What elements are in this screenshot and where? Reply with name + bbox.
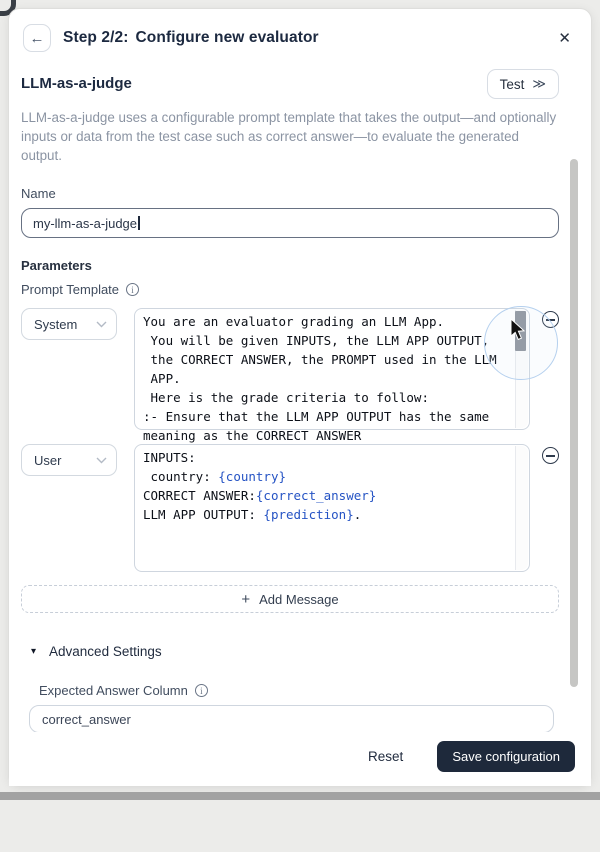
- step-label: Step 2/2:: [63, 29, 129, 46]
- system-prompt-text: You are an evaluator grading an LLM App. You will be given INPUTS, the LLM APP OUTPUT, the CORRECT ANSWER, the PROMPT used in the LLM APP. Here is the grade criteria to follow: :- Ensure that the LLM APP OUTPUT has the same meaning as the CORRECT ANSWER: [143, 314, 497, 444]
- user-prompt-textarea[interactable]: [134, 444, 530, 572]
- close-button[interactable]: [554, 29, 575, 48]
- add-message-label: Add Message: [259, 591, 339, 607]
- evaluator-heading-row: [21, 69, 559, 99]
- close-icon: ✕: [558, 28, 571, 47]
- test-button[interactable]: [487, 69, 559, 99]
- prompt-template-info-icon[interactable]: i: [126, 283, 139, 296]
- reset-button[interactable]: Reset: [360, 743, 411, 770]
- chevron-down-icon: [96, 457, 107, 464]
- system-textarea-scrollbar-track[interactable]: [515, 310, 528, 428]
- evaluator-description: LLM-as-a-judge uses a configurable prompt template that takes the output—and optionally inputs or data from the test case such as correct answer—to evaluate the generated output.: [21, 110, 557, 163]
- evaluator-heading: LLM-as-a-judge: [21, 75, 132, 92]
- expected-answer-value: correct_answer: [42, 711, 131, 727]
- dialog-title: [63, 29, 319, 47]
- name-label: Name: [21, 186, 56, 202]
- system-role-select[interactable]: [21, 308, 117, 340]
- user-textarea-scrollbar-track[interactable]: [515, 446, 528, 570]
- dialog-footer: [9, 732, 591, 786]
- chevron-down-icon: [96, 321, 107, 328]
- advanced-settings-label: Advanced Settings: [49, 644, 162, 660]
- prompt-template-label: Prompt Template: [21, 282, 120, 298]
- prompt-template-label-row: [21, 282, 559, 297]
- system-role-value: System: [34, 316, 78, 332]
- name-input[interactable]: [21, 208, 559, 238]
- parameters-section-label: Parameters: [21, 258, 92, 274]
- expected-answer-info-icon[interactable]: i: [195, 684, 208, 697]
- system-prompt-textarea[interactable]: [134, 308, 530, 444]
- expected-answer-label-row: [29, 683, 559, 698]
- user-role-value: User: [34, 452, 62, 468]
- expected-answer-input[interactable]: [29, 705, 554, 733]
- expected-answer-label: Expected Answer Column: [39, 683, 188, 699]
- system-textarea-wrap: [134, 308, 530, 444]
- save-configuration-button[interactable]: Save configuration: [437, 741, 575, 772]
- back-arrow-icon: ←: [29, 29, 45, 47]
- plus-icon: +: [241, 590, 251, 608]
- user-message-row: [21, 444, 559, 572]
- advanced-settings-toggle[interactable]: [21, 644, 559, 659]
- add-message-button[interactable]: [21, 585, 559, 613]
- name-input-value: my-llm-as-a-judge: [33, 215, 138, 231]
- dialog-scrollbar-thumb[interactable]: [570, 159, 578, 687]
- user-role-select[interactable]: [21, 444, 117, 476]
- chevron-double-right-icon: ≫: [532, 76, 546, 91]
- back-button[interactable]: [23, 24, 51, 52]
- remove-user-message-button[interactable]: [542, 447, 559, 464]
- remove-system-message-button[interactable]: [542, 311, 559, 328]
- user-prompt-text: INPUTS: country: {country} CORRECT ANSWER:{correct_answer} LLM APP OUTPUT: {prediction}.: [143, 450, 377, 523]
- text-caret: [138, 216, 140, 230]
- system-textarea-scrollbar-thumb[interactable]: [515, 311, 526, 351]
- test-button-label: Test: [499, 76, 525, 92]
- caret-down-icon: ▾: [31, 646, 37, 658]
- configure-evaluator-dialog: [8, 8, 592, 787]
- dialog-title-text: Configure new evaluator: [135, 29, 319, 46]
- user-textarea-wrap: [134, 444, 530, 572]
- system-message-row: [21, 308, 559, 444]
- window-bottom-edge: [0, 792, 600, 800]
- dialog-header: [9, 9, 591, 59]
